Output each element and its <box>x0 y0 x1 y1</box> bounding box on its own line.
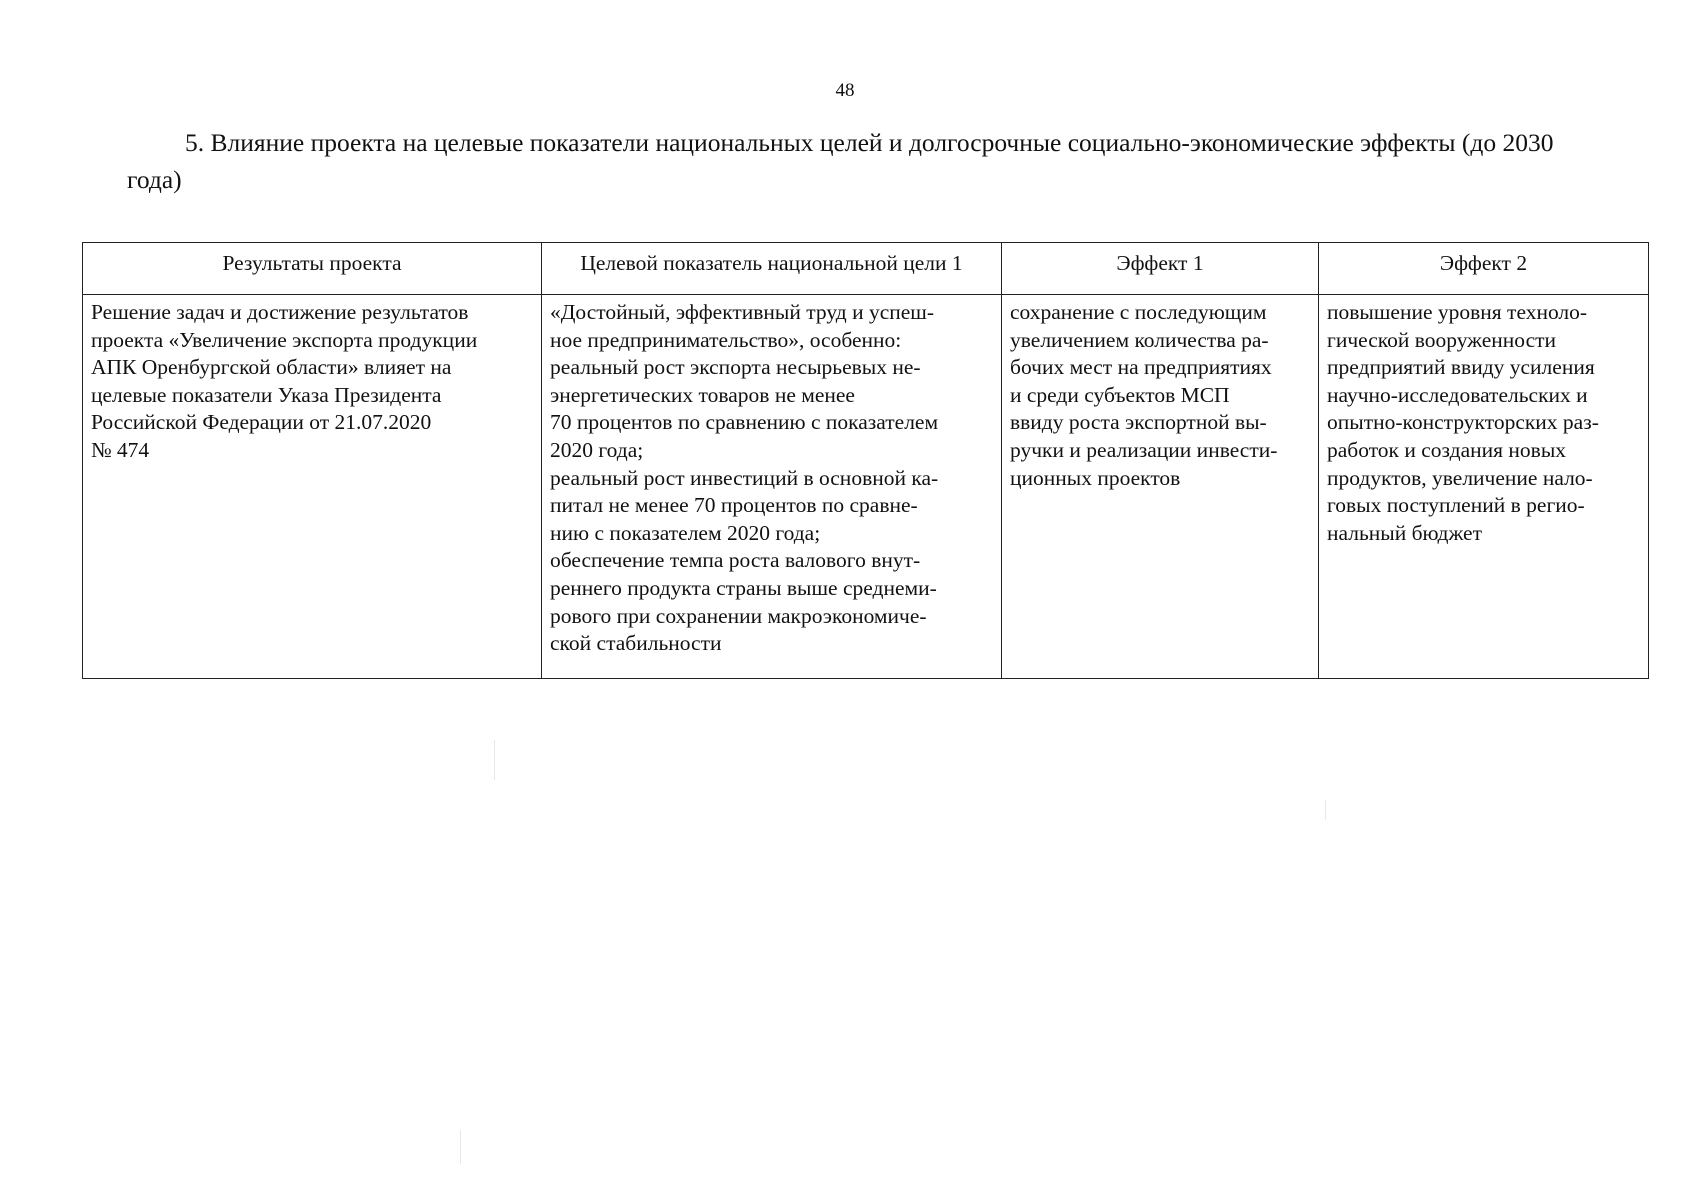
text-line: нию с показателем 2020 года; <box>550 520 821 545</box>
text-line: реальный рост экспорта несырьевых не- <box>550 355 921 380</box>
text-line: ное предпринимательство», особенно: <box>550 327 902 352</box>
cell-effect-2 <box>1319 295 1649 679</box>
cell-national-goal-indicator <box>542 295 1002 679</box>
text-line: научно-исследовательских и <box>1327 382 1588 407</box>
text-line: энергетических товаров не менее <box>550 382 855 407</box>
text-line: № 474 <box>91 437 150 462</box>
text-line: бочих мест на предприятиях <box>1010 355 1272 380</box>
text-line: говых поступлений в регио- <box>1327 493 1585 518</box>
cell-effect-1 <box>1002 295 1319 679</box>
header-effect-1: Эффект 1 <box>1002 243 1319 295</box>
text-line: рового при сохранении макроэкономиче- <box>550 603 927 628</box>
text-line: целевые показатели Указа Президента <box>91 382 442 407</box>
text-line: гической вооруженности <box>1327 327 1557 352</box>
effects-table <box>82 242 1649 679</box>
text-line: Российской Федерации от 21.07.2020 <box>91 410 432 435</box>
text-line: увеличением количества ра- <box>1010 327 1269 352</box>
header-effect-2: Эффект 2 <box>1319 243 1649 295</box>
text-line: АПК Оренбургской области» влияет на <box>91 355 452 380</box>
text-line: Решение задач и достижение результатов <box>91 300 469 324</box>
table-row <box>83 295 1649 679</box>
text-line: ционных проектов <box>1010 465 1181 490</box>
text-line: опытно-конструкторских раз- <box>1327 410 1599 435</box>
scan-mark <box>460 1130 461 1164</box>
scan-mark <box>1325 800 1326 820</box>
page-number: 48 <box>835 80 855 101</box>
text-line: ручки и реализации инвести- <box>1010 437 1278 462</box>
text-line: реальный рост инвестиций в основной ка- <box>550 465 939 490</box>
text-line: ввиду роста экспортной вы- <box>1010 410 1267 435</box>
header-project-results: Результаты проекта <box>83 243 542 295</box>
text-line: ской стабильности <box>550 631 722 656</box>
text-line: работок и создания новых <box>1327 437 1567 462</box>
text-line: обеспечение темпа роста валового внут- <box>550 548 921 573</box>
header-national-goal-indicator: Целевой показатель национальной цели 1 <box>542 243 1002 295</box>
text-line: продуктов, увеличение нало- <box>1327 465 1593 490</box>
text-line: 70 процентов по сравнению с показателем <box>550 410 939 435</box>
text-line: проекта «Увеличение экспорта продукции <box>91 327 478 352</box>
text-line: «Достойный, эффективный труд и успеш- <box>550 300 935 324</box>
section-title: 5. Влияние проекта на целевые показатели национальных целей и долгосрочные социально-экономические эффекты (до 2030 года) <box>127 128 1554 194</box>
cell-project-results <box>83 295 542 679</box>
text-line: повышение уровня техноло- <box>1327 300 1588 324</box>
table-header-row <box>83 243 1649 295</box>
text-line: питал не менее 70 процентов по сравне- <box>550 493 918 518</box>
text-line: сохранение с последующим <box>1010 300 1267 324</box>
text-line: 2020 года; <box>550 437 644 462</box>
text-line: предприятий ввиду усиления <box>1327 355 1595 380</box>
text-line: нальный бюджет <box>1327 520 1482 545</box>
scan-mark <box>494 740 495 780</box>
text-line: реннего продукта страны выше среднеми- <box>550 575 937 600</box>
text-line: и среди субъектов МСП <box>1010 382 1230 407</box>
